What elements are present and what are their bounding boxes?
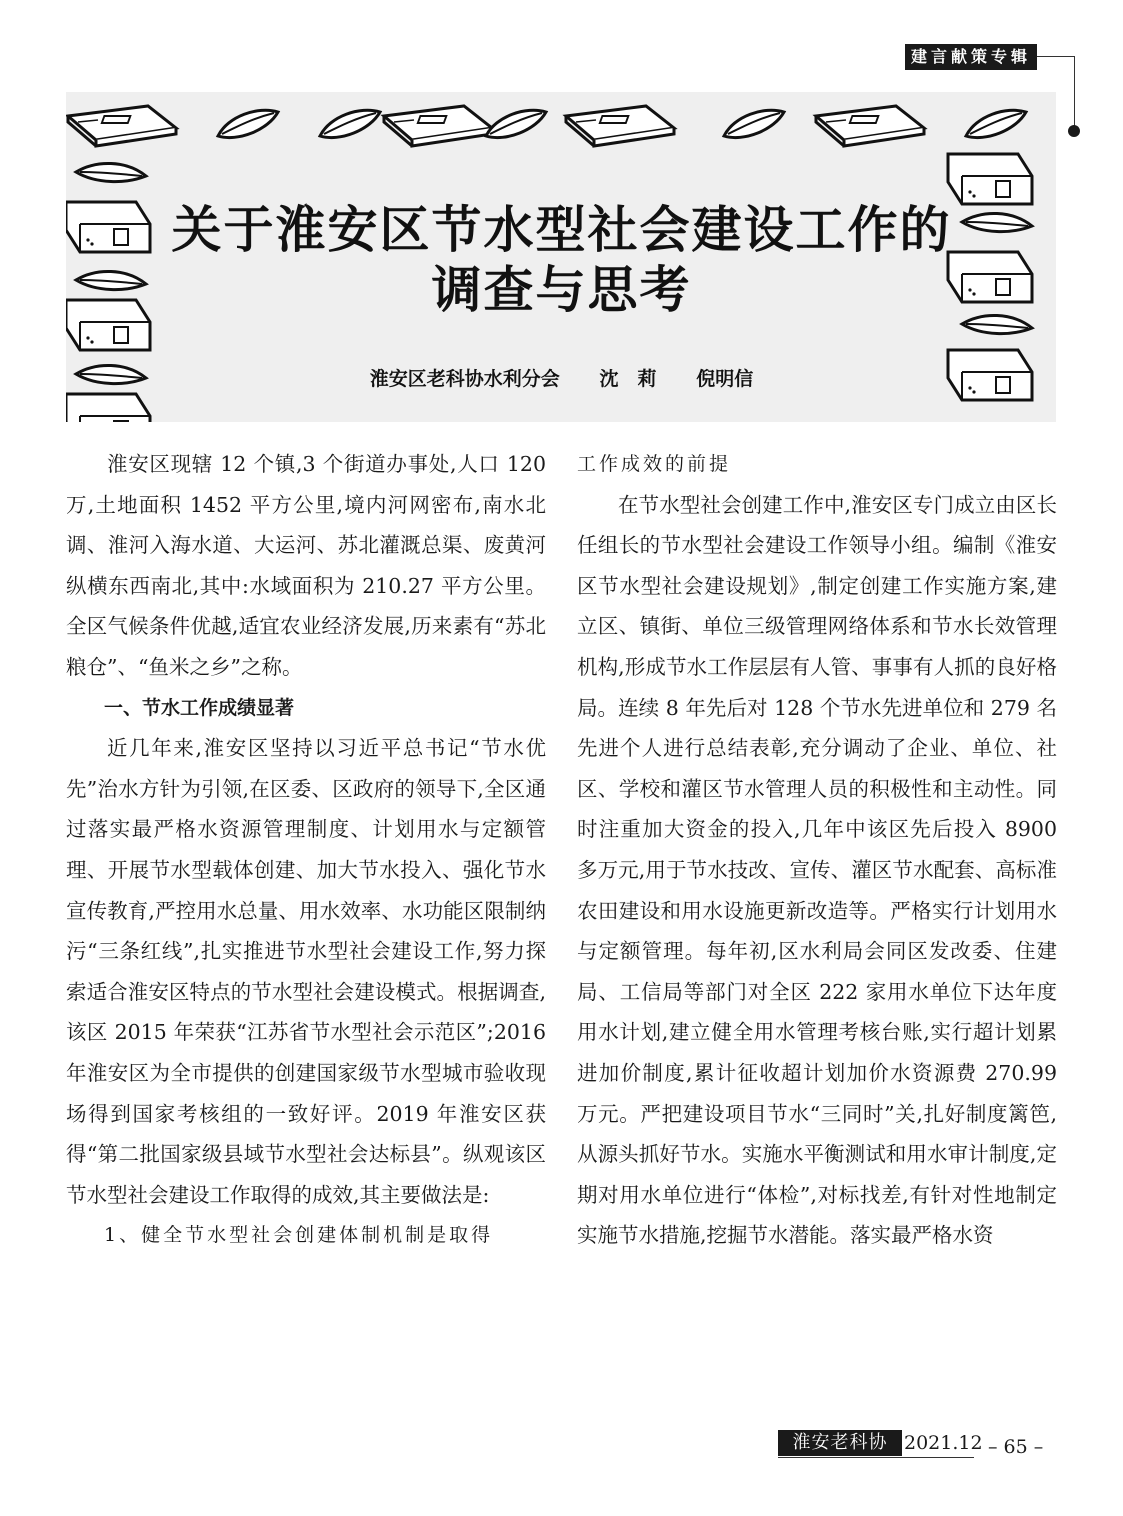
article-title-line2 [0, 250, 1123, 322]
byline-organization: 淮安区老科协水利分会 [369, 368, 560, 390]
paragraph: 近几年来,淮安区坚持以习近平总书记“节水优先”治水方针为引领,在区委、区政府的领导下,全区通过落实最严格水资源管理制度、计划用水与定额管理、开展节水型载体创建、加大节水投入、强化节水宣传教育,严控用水总量、用水效率、水功能区限制纳污“三条红线”,扎实推进节水型社会建设工作,努力探索适合淮安区特点的节水型社会建设模式。根据调查,该区 2015 年荣获“江苏省节水型社会示范区”;2016 年淮安区为全市提供的创建国家级节水型城市验收现场得到国家考核组的一致好评。2019 年淮安区获得“第二批国家级县域节水型社会达标县”。纵观该区节水型社会建设工作取得的成效,其主要做法是: [66, 736, 546, 1207]
paragraph: 在节水型社会创建工作中,淮安区专门成立由区长任组长的节水型社会建设工作领导小组。编制《淮安区节水型社会建设规划》,制定创建工作实施方案,建立区、镇街、单位三级管理网络体系和节水长效管理机构,形成节水工作层层有人管、事事有人抓的良好格局。连续 8 年先后对 128 个节水先进单位和 279 名先进个人进行总结表彰,充分调动了企业、单位、社区、学校和灌区节水管理人员的积极性和主动性。同时注重加大资金的投入,几年中该区先后投入 8900 多万元,用于节水技改、宣传、灌区节水配套、高标准农田建设和用水设施更新改造等。严格实行计划用水与定额管理。每年初,区水利局会同区发改委、住建局、工信局等部门对全区 222 家用水单位下达年度用水计划,建立健全用水管理考核台账,实行超计划累进加价制度,累计征收超计划加价水资源费 270.99 万元。严把建设项目节水“三同时”关,扎好制度篱笆,从源头抓好节水。实施水平衡测试和用水审计制度,定期对用水单位进行“体检”,对标找差,有针对性地制定实施节水措施,挖掘节水潜能。落实最严格水资 [577, 492, 1057, 1248]
journal-name: 淮安老科协 [778, 1430, 902, 1456]
header-rule [1037, 56, 1075, 57]
byline-author-2: 倪明信 [696, 368, 754, 390]
subsection-heading-continued: 工作成效的前提 [577, 453, 732, 475]
header-dot [1068, 125, 1080, 137]
byline-author-1: 沈 莉 [599, 368, 657, 390]
footer-rule [778, 1457, 974, 1458]
article-title-line2-text: 调查与思考 [431, 261, 692, 319]
right-column [577, 444, 1057, 1256]
section-tag: 建言献策专辑 [905, 44, 1037, 70]
section-heading: 一、节水工作成绩显著 [104, 696, 295, 719]
header-vertical-rule [1074, 56, 1075, 132]
byline [0, 364, 1123, 391]
paragraph: 淮安区现辖 12 个镇,3 个街道办事处,人口 120 万,土地面积 1452 平方公里,境内河网密布,南水北调、淮河入海水道、大运河、苏北灌溉总渠、废黄河纵横东西南北,其中:水域面积为 210.27 平方公里。全区气候条件优越,适宜农业经济发展,历来素有“苏北粮仓”、“鱼米之乡”之称。 [66, 452, 546, 679]
subsection-heading: 1、健全节水型社会创建体制机制是取得 [104, 1224, 494, 1247]
issue-date: 2021.12 [904, 1432, 983, 1454]
page-number: – 65 – [988, 1436, 1044, 1458]
article-title-line1-text: 关于淮安区节水型社会建设工作的 [171, 201, 952, 259]
left-column [66, 444, 546, 1256]
